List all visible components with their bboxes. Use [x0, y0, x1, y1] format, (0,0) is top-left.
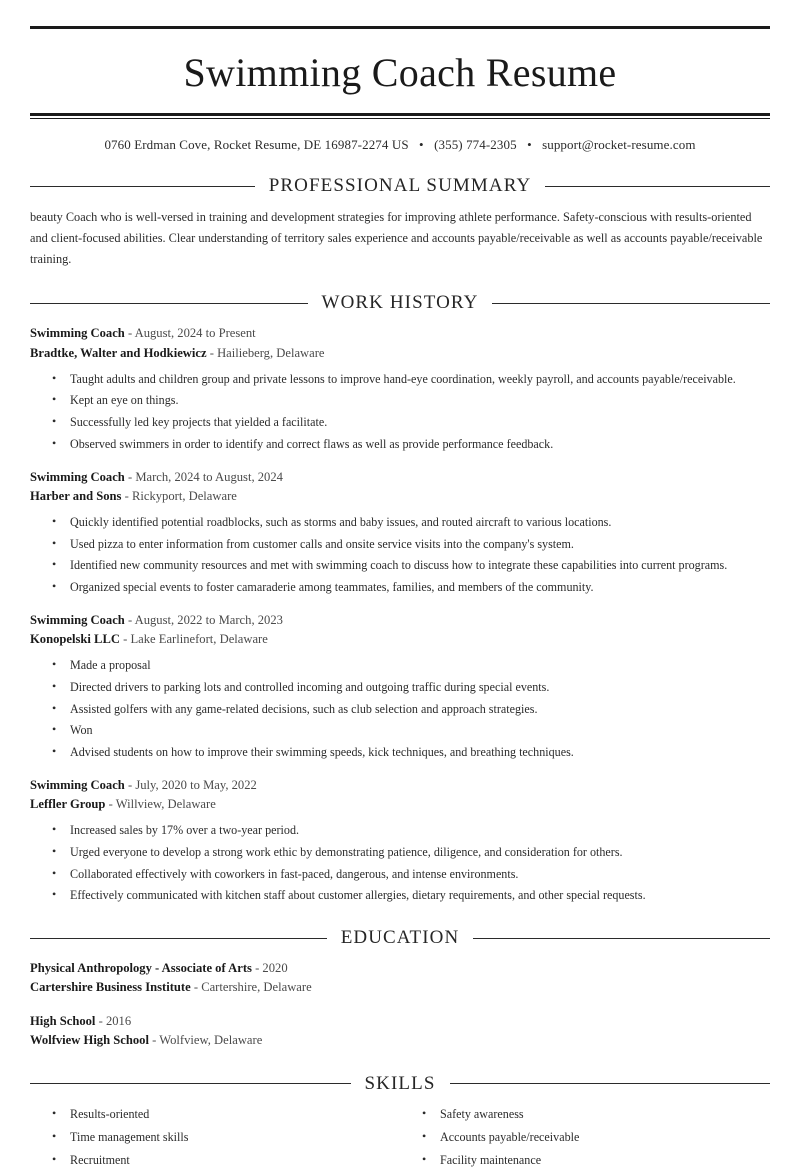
job-title-dash: - — [124, 612, 135, 627]
education-list — [30, 959, 770, 1051]
education-school-line — [30, 1031, 770, 1050]
job-title-line — [30, 468, 770, 487]
contact-separator-2: • — [527, 137, 532, 152]
skill-item: • Facility maintenance — [422, 1151, 770, 1170]
education-degree-line — [30, 959, 770, 978]
section-header-work-history — [30, 292, 770, 314]
section-rule-left — [30, 1083, 351, 1084]
education-degree-dash: - — [95, 1013, 106, 1028]
skill-item: • Results-oriented — [52, 1105, 400, 1124]
education-location: Cartershire, Delaware — [201, 980, 312, 995]
skill-item: • Accounts payable/receivable — [422, 1128, 770, 1147]
job-bullet: • Effectively communicated with kitchen staff about customer allergies, dietary requirements, and other special requests. — [52, 886, 770, 905]
education-school: Wolfview High School — [30, 1033, 149, 1048]
job-bullet: • Collaborated effectively with coworkers in fast-paced, dangerous, and intense environments. — [52, 865, 770, 884]
job-company-line — [30, 487, 770, 506]
job-bullet: • Successfully led key projects that yielded a facilitate. — [52, 413, 770, 432]
education-degree: High School — [30, 1013, 96, 1028]
job-bullet: • Identified new community resources and met with swimming coach to discuss how to integrate these capabilities into current programs. — [52, 556, 770, 575]
education-school: Cartershire Business Institute — [30, 980, 191, 995]
job-bullet: • Assisted golfers with any game-related decisions, such as club selection and approach strategies. — [52, 700, 770, 719]
section-header-professional-summary — [30, 175, 770, 197]
work-history-entry — [30, 324, 770, 453]
job-dates: March, 2024 to August, 2024 — [135, 469, 283, 484]
job-company-line — [30, 795, 770, 814]
skills-column-left — [30, 1105, 400, 1174]
section-rule-left — [30, 938, 327, 939]
job-dates: August, 2022 to March, 2023 — [134, 612, 283, 627]
section-title-work-history: WORK HISTORY — [321, 292, 479, 314]
job-title-dash: - — [124, 777, 136, 792]
section-rule-right — [450, 1083, 771, 1084]
job-dates: July, 2020 to May, 2022 — [135, 777, 257, 792]
section-header-education — [30, 927, 770, 949]
job-bullet-list — [30, 370, 770, 454]
job-bullet: • Won — [52, 721, 770, 740]
work-history-entry — [30, 611, 770, 762]
job-bullet: • Organized special events to foster camaraderie among teammates, families, and members of the community. — [52, 578, 770, 597]
job-bullet-list — [30, 656, 770, 762]
job-bullet: • Quickly identified potential roadblocks, such as storms and baby issues, and routed aircraft to various locations. — [52, 513, 770, 532]
contact-address: 0760 Erdman Cove, Rocket Resume, DE 16987-2274 US — [104, 137, 409, 152]
education-school-line — [30, 978, 770, 997]
job-company: Bradtke, Walter and Hodkiewicz — [30, 345, 207, 360]
section-title-education: EDUCATION — [340, 927, 460, 949]
job-location: Hailieberg, Delaware — [217, 345, 325, 360]
education-degree-dash: - — [251, 961, 263, 976]
section-rule-right — [545, 186, 770, 187]
section-rule-left — [30, 186, 255, 187]
job-title-dash: - — [124, 326, 135, 341]
contact-phone: (355) 774-2305 — [434, 137, 517, 152]
section-rule-right — [473, 938, 770, 939]
skills-column-right — [400, 1105, 770, 1174]
job-bullet: • Urged everyone to develop a strong work ethic by demonstrating patience, diligence, and consideration for others. — [52, 843, 770, 862]
job-bullet: • Increased sales by 17% over a two-year period. — [52, 821, 770, 840]
skill-item: • Time management skills — [52, 1128, 400, 1147]
job-company-dash: - — [121, 488, 132, 503]
resume-page — [0, 26, 800, 1167]
job-title: Swimming Coach — [30, 469, 125, 484]
job-bullet: • Used pizza to enter information from customer calls and onsite service visits into the company's system. — [52, 535, 770, 554]
job-bullet: • Advised students on how to improve their swimming speeds, kick techniques, and breathing techniques. — [52, 743, 770, 762]
education-degree-line — [30, 1012, 770, 1031]
skill-item: • Safety awareness — [422, 1105, 770, 1124]
job-title-line — [30, 776, 770, 795]
job-bullet: • Directed drivers to parking lots and controlled incoming and outgoing traffic during special events. — [52, 678, 770, 697]
education-entry — [30, 959, 770, 998]
job-bullet-list — [30, 821, 770, 905]
education-school-dash: - — [148, 1033, 160, 1048]
job-company-line — [30, 630, 770, 649]
work-history-entry — [30, 468, 770, 597]
section-header-skills — [30, 1073, 770, 1095]
education-location: Wolfview, Delaware — [159, 1033, 263, 1048]
job-company: Konopelski LLC — [30, 632, 120, 646]
section-title-professional-summary: PROFESSIONAL SUMMARY — [268, 175, 532, 196]
job-company-dash: - — [206, 345, 218, 360]
contact-separator-1: • — [419, 137, 424, 152]
skill-item: • Recruitment — [52, 1151, 400, 1170]
job-title-dash: - — [124, 469, 136, 484]
job-company-dash: - — [105, 796, 116, 811]
education-entry — [30, 1012, 770, 1051]
education-school-dash: - — [190, 980, 202, 995]
professional-summary-text: beauty Coach who is well-versed in training and development strategies for improving athlete performance. Safety-conscious with results-oriented and client-focused abilities. Clear understanding of territory sales experience and accounts payable/receivable as well as accounts payable/receivable training. — [30, 210, 763, 267]
contact-line — [30, 119, 770, 153]
job-company: Harber and Sons — [30, 488, 122, 503]
education-degree: Physical Anthropology - Associate of Arts — [30, 961, 252, 976]
education-year: 2016 — [105, 1013, 132, 1028]
job-bullet: • Made a proposal — [52, 656, 770, 675]
section-rule-right — [492, 303, 770, 304]
job-title: Swimming Coach — [30, 612, 125, 627]
education-year: 2020 — [262, 961, 288, 976]
work-history-entry — [30, 776, 770, 905]
job-company-dash: - — [119, 632, 131, 646]
job-dates: August, 2024 to Present — [134, 326, 256, 341]
page-title: Swimming Coach Resume — [183, 50, 617, 95]
job-location: Willview, Delaware — [115, 796, 216, 811]
job-bullet: • Taught adults and children group and private lessons to improve hand-eye coordination, weekly payroll, and accounts payable/receivable. — [52, 370, 770, 389]
section-title-skills: SKILLS — [364, 1072, 436, 1094]
job-company-line — [30, 344, 770, 363]
job-title-line — [30, 611, 770, 630]
contact-email: support@rocket-resume.com — [542, 137, 696, 152]
skills-list-right — [400, 1105, 770, 1170]
skills-columns — [30, 1105, 770, 1174]
job-bullet: • Kept an eye on things. — [52, 391, 770, 410]
job-title-line — [30, 324, 770, 343]
job-title: Swimming Coach — [30, 326, 125, 341]
skills-list-left — [30, 1105, 400, 1170]
work-history-list — [30, 324, 770, 905]
job-title: Swimming Coach — [30, 777, 125, 792]
job-location: Rickyport, Delaware — [131, 488, 237, 503]
section-rule-left — [30, 303, 308, 304]
job-company: Leffler Group — [30, 796, 106, 811]
job-bullet-list — [30, 513, 770, 597]
job-bullet: • Observed swimmers in order to identify and correct flaws as well as provide performance feedback. — [52, 435, 770, 454]
job-location: Lake Earlinefort, Delaware — [130, 632, 268, 646]
